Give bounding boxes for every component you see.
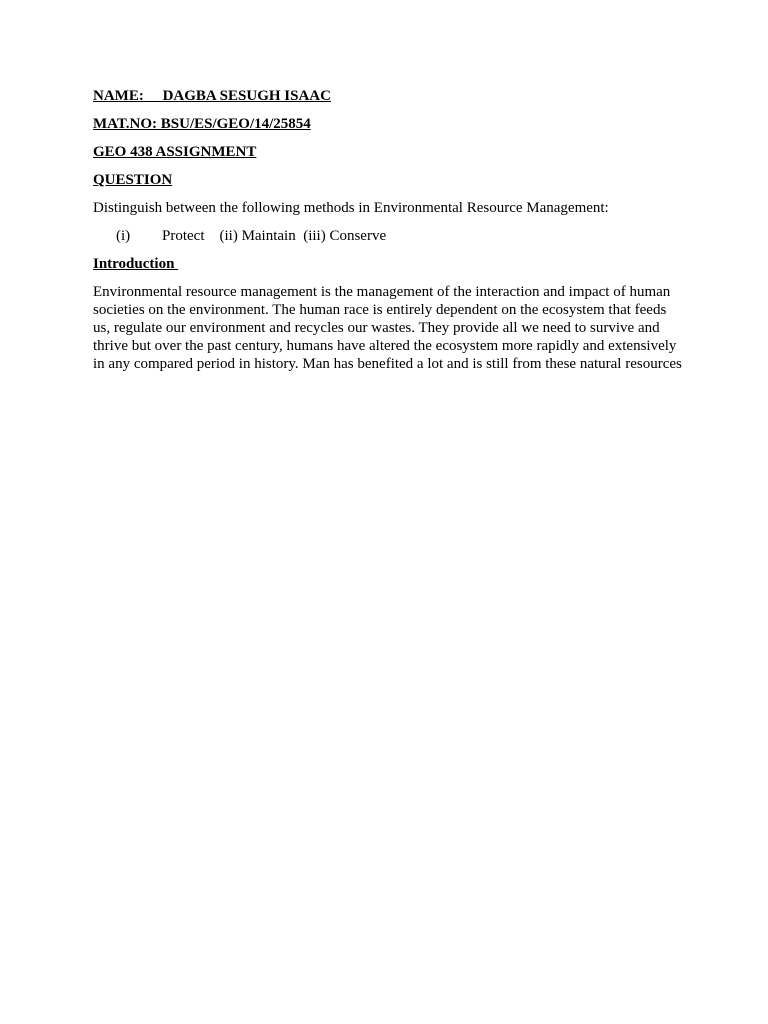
matric-number: MAT.NO: BSU/ES/GEO/14/25854 [93,116,311,132]
option-number: (i) [116,228,131,244]
student-name: DAGBA SESUGH ISAAC [162,88,331,104]
introduction-heading: Introduction [93,256,179,272]
options-text: Protect (ii) Maintain (iii) Conserve [162,228,387,244]
introduction-paragraph: Environmental resource management is the management of the interaction and impact of human societies on the environment. The human race is entirely dependent on the ecosystem that feeds us, regulate our environment and recycles our wastes. They provide all we need to survive and thrive but over the past century, humans have altered the ecosystem more rapidly and extensively in any compared period in history. Man has benefited a lot and is still from these natural resources [93,284,682,372]
student-name-line [93,87,688,105]
question-options [93,227,688,245]
question-heading: QUESTION [93,172,173,188]
name-label: NAME: [93,88,144,104]
question-prompt: Distinguish between the following methods in Environmental Resource Management: [93,200,609,216]
assignment-title: GEO 438 ASSIGNMENT [93,144,257,160]
